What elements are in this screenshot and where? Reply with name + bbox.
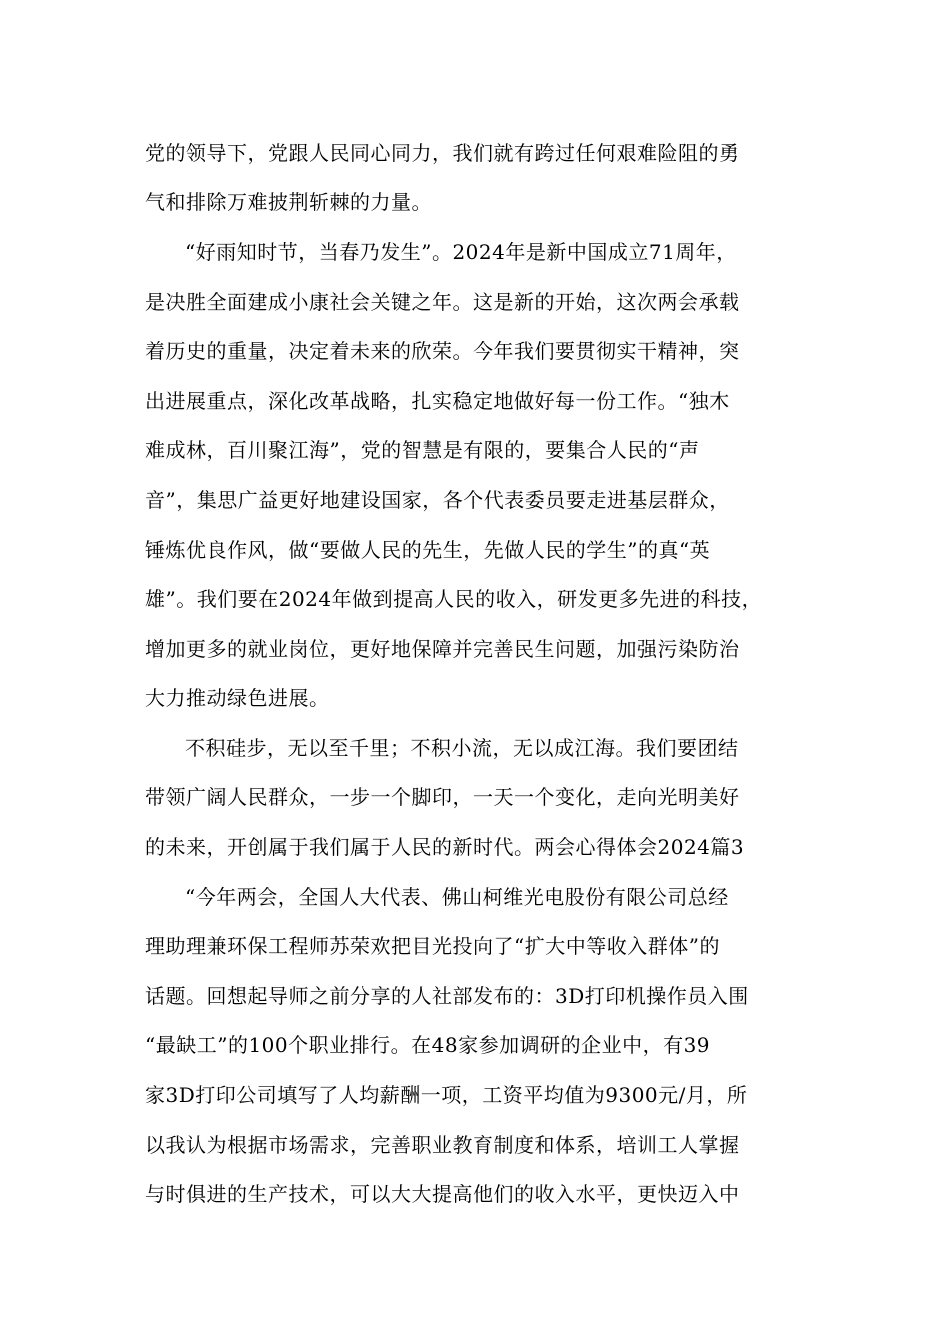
text-line: “最缺工”的100个职业排行。在48家参加调研的企业中，有39 [145, 1033, 711, 1057]
text-line: 以我认为根据市场需求，完善职业教育制度和体系，培训工人掌握 [145, 1133, 740, 1157]
text-line: 的未来，开创属于我们属于人民的新时代。两会心得体会2024篇3 [145, 835, 745, 859]
text-line: 着历史的重量，决定着未来的欣荣。今年我们要贯彻实干精神，突 [145, 339, 740, 363]
text-line: 锤炼优良作风，做“要做人民的先生，先做人民的学生”的真“英 [145, 538, 711, 562]
text-line: “好雨知时节，当春乃发生”。2024年是新中国成立71周年， [185, 240, 737, 264]
text-line: 理助理兼环保工程师苏荣欢把目光投向了“扩大中等收入群体”的 [145, 934, 720, 958]
text-line: 气和排除万难披荆斩棘的力量。 [145, 190, 432, 214]
text-line: 出进展重点，深化改革战略，扎实稳定地做好每一份工作。“独木 [145, 389, 730, 413]
text-line: “今年两会，全国人大代表、佛山柯维光电股份有限公司总经 [185, 885, 729, 909]
text-line: 党的领导下，党跟人民同心同力，我们就有跨过任何艰难险阻的勇 [145, 141, 740, 165]
text-line: 大力推动绿色进展。 [145, 686, 330, 710]
text-line: 是决胜全面建成小康社会关键之年。这是新的开始，这次两会承载 [145, 290, 740, 314]
text-line: 带领广阔人民群众，一步一个脚印，一天一个变化，走向光明美好 [145, 785, 740, 809]
text-line: 音”，集思广益更好地建设国家，各个代表委员要走进基层群众， [145, 488, 730, 512]
text-line: 难成林，百川聚江海”，党的智慧是有限的，要集合人民的“声 [145, 438, 700, 462]
text-line: 话题。回想起导师之前分享的人社部发布的：3D打印机操作员入围 [145, 984, 749, 1008]
text-line: 家3D打印公司填写了人均薪酬一项，工资平均值为9300元/月，所 [145, 1083, 748, 1107]
text-line: 增加更多的就业岗位，更好地保障并完善民生问题，加强污染防治 [145, 637, 740, 661]
text-line: 不积硅步，无以至千里；不积小流，无以成江海。我们要团结 [185, 736, 739, 760]
text-line: 与时俱进的生产技术，可以大大提高他们的收入水平，更快迈入中 [145, 1182, 740, 1206]
text-line: 雄”。我们要在2024年做到提高人民的收入，研发更多先进的科技， [145, 587, 763, 611]
